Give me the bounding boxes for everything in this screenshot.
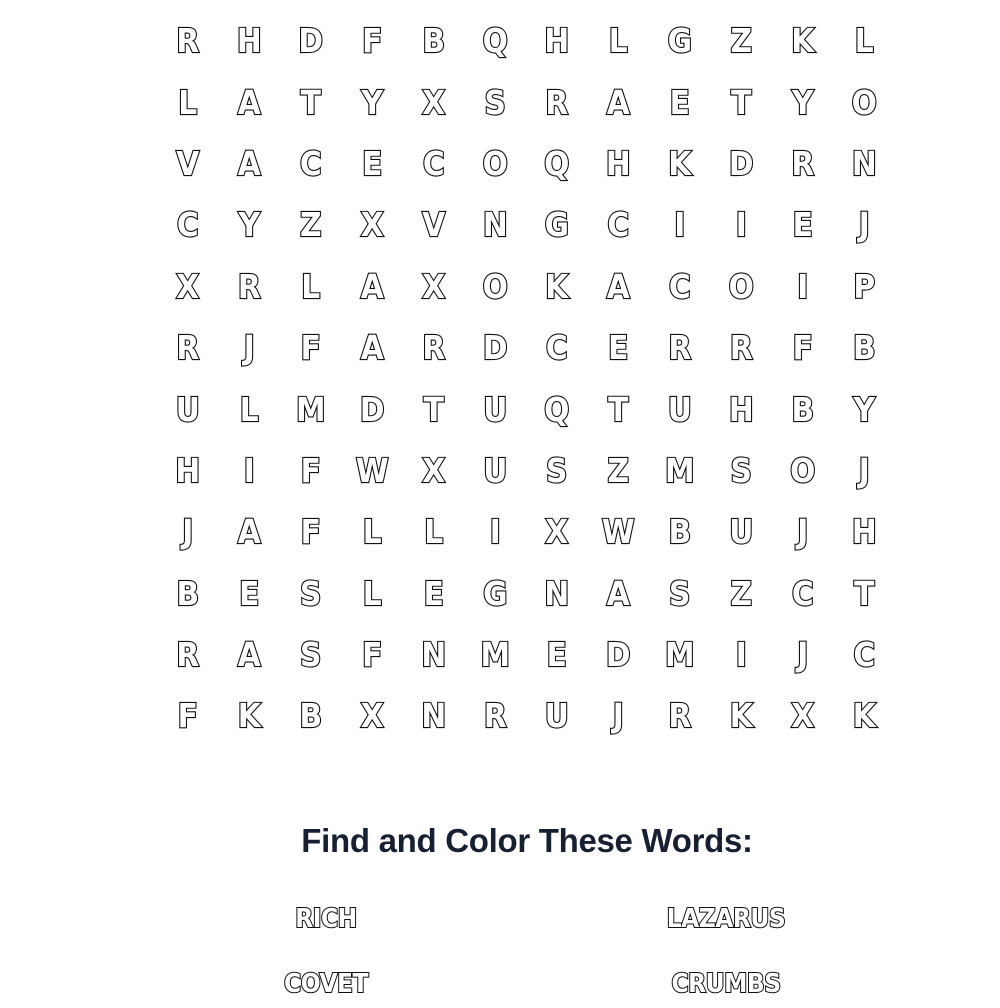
grid-cell[interactable]: T [731,82,752,122]
word-item: LAZARUS [666,904,786,934]
grid-cell[interactable]: X [360,205,384,245]
grid-cell[interactable]: I [674,205,686,245]
grid-cell[interactable]: R [176,21,200,61]
grid-cell[interactable]: N [544,573,570,613]
grid-cell[interactable]: K [237,696,261,736]
word-list [0,898,1000,1008]
grid-cell[interactable]: I [489,512,501,552]
grid-cell[interactable]: I [735,205,747,245]
grid-cell[interactable]: H [851,512,877,552]
grid-cell[interactable]: H [236,21,262,61]
grid-cell[interactable]: C [853,635,876,675]
grid-cell[interactable]: A [237,512,261,552]
grid-cell[interactable]: X [360,696,384,736]
grid-cell[interactable]: E [792,205,813,245]
grid-cell[interactable]: B [176,573,200,613]
grid-cell[interactable]: G [667,21,692,61]
grid-cell[interactable]: L [178,82,198,122]
grid-cell[interactable]: B [791,389,815,429]
grid-cell[interactable]: Y [361,82,383,122]
grid-cell[interactable]: S [546,450,568,490]
grid-cell[interactable]: S [484,82,506,122]
grid-cell[interactable]: J [182,512,194,552]
grid-cell[interactable]: H [175,450,201,490]
grid-cell[interactable]: B [668,512,692,552]
grid-cell[interactable]: X [422,266,446,306]
word-item: COVET [284,969,368,999]
grid-cell[interactable]: Y [238,205,260,245]
grid-cell[interactable]: L [362,573,382,613]
grid-cell[interactable]: R [545,82,569,122]
grid-cell[interactable]: E [546,635,567,675]
grid-cell[interactable]: S [300,573,322,613]
grid-cell[interactable]: O [790,450,816,490]
grid-cell[interactable]: A [237,82,261,122]
grid-cell[interactable]: U [175,389,200,429]
grid-cell[interactable]: M [295,389,326,429]
grid-cell[interactable]: Q [482,21,508,61]
grid-cell[interactable]: H [605,143,631,183]
grid-cell[interactable]: R [237,266,261,306]
grid-cell[interactable]: S [730,450,752,490]
grid-cell[interactable]: Q [544,143,570,183]
grid-cell[interactable]: J [858,205,870,245]
grid-cell[interactable]: H [728,389,754,429]
grid-cell[interactable]: D [482,328,508,368]
grid-cell[interactable]: C [607,205,630,245]
grid-cell[interactable]: Z [730,21,753,61]
grid-cell[interactable]: X [545,512,569,552]
grid-cell[interactable]: P [853,266,876,306]
grid-cell[interactable]: I [735,635,747,675]
grid-cell[interactable]: E [669,82,690,122]
grid-cell[interactable]: B [852,328,876,368]
grid-cell[interactable]: D [605,635,631,675]
grid-cell[interactable]: F [362,21,383,61]
grid-cell[interactable]: T [854,573,875,613]
grid-cell[interactable]: D [298,21,324,61]
grid-cell[interactable]: S [669,573,691,613]
grid-cell[interactable]: Y [792,82,814,122]
grid-cell[interactable]: W [355,450,389,490]
grid-cell[interactable]: A [360,328,384,368]
grid-cell[interactable]: Y [853,389,875,429]
grid-cell[interactable]: U [483,450,508,490]
grid-cell[interactable]: M [480,635,511,675]
grid-cell[interactable]: R [791,143,815,183]
grid-cell[interactable]: F [362,635,383,675]
word-item: CRUMBS [671,969,781,999]
grid-cell[interactable]: A [606,266,630,306]
word-list-heading: Find and Color These Words: [301,822,753,859]
grid-cell[interactable]: M [664,635,695,675]
grid-cell[interactable]: K [852,696,876,736]
grid-cell[interactable]: L [362,512,382,552]
grid-cell[interactable]: J [797,512,809,552]
grid-cell[interactable]: E [608,328,629,368]
grid-cell[interactable]: L [854,21,874,61]
grid-cell[interactable]: B [422,21,446,61]
grid-cell[interactable]: Z [299,205,322,245]
grid-cell[interactable]: W [601,512,635,552]
grid-cell[interactable]: X [176,266,200,306]
grid-cell[interactable]: A [237,143,261,183]
grid-cell[interactable]: I [243,450,255,490]
grid-cell[interactable]: J [243,328,255,368]
grid-cell[interactable]: J [612,696,624,736]
grid-cell[interactable]: G [483,573,508,613]
grid-cell[interactable]: J [858,450,870,490]
grid-cell[interactable]: C [422,143,445,183]
grid-cell[interactable]: G [544,205,569,245]
grid-cell[interactable]: R [729,328,753,368]
grid-cell[interactable]: D [728,143,754,183]
grid-cell[interactable]: N [482,205,508,245]
grid-cell[interactable]: X [422,82,446,122]
grid-cell[interactable]: C [176,205,199,245]
grid-cell[interactable]: R [176,635,200,675]
grid-cell[interactable]: F [300,450,321,490]
grid-cell[interactable]: U [667,389,692,429]
grid-cell[interactable]: T [300,82,321,122]
grid-cell[interactable]: U [544,696,569,736]
grid-cell[interactable]: E [362,143,383,183]
grid-cell[interactable]: O [851,82,877,122]
grid-cell[interactable]: L [424,512,444,552]
grid-cell[interactable]: X [791,696,815,736]
grid-cell[interactable]: E [423,573,444,613]
grid-cell[interactable]: A [360,266,384,306]
grid-cell[interactable]: O [482,143,508,183]
grid-cell[interactable]: V [422,205,446,245]
grid-cell[interactable]: K [791,21,815,61]
grid-cell[interactable]: T [608,389,629,429]
grid-cell[interactable]: A [606,82,630,122]
grid-cell[interactable]: K [729,696,753,736]
grid-cell[interactable]: Q [544,389,570,429]
grid-cell[interactable]: V [176,143,200,183]
grid-cell[interactable]: K [668,143,692,183]
grid-cell[interactable]: L [301,266,321,306]
grid-cell[interactable]: I [797,266,809,306]
grid-cell[interactable]: M [664,450,695,490]
grid-cell[interactable]: F [300,512,321,552]
grid-cell[interactable]: R [176,328,200,368]
grid-cell[interactable]: B [299,696,323,736]
word-search-grid [157,10,897,747]
grid-cell[interactable]: Z [730,573,753,613]
grid-cell[interactable]: L [239,389,259,429]
grid-cell[interactable]: U [729,512,754,552]
grid-cell[interactable]: E [239,573,260,613]
grid-cell[interactable]: R [668,696,692,736]
grid-cell[interactable]: K [545,266,569,306]
grid-cell[interactable]: N [851,143,877,183]
grid-cell[interactable]: X [422,450,446,490]
grid-cell[interactable]: L [608,21,628,61]
grid-cell[interactable]: A [606,573,630,613]
grid-cell[interactable]: N [421,635,447,675]
grid-cell[interactable]: H [544,21,570,61]
grid-cell[interactable]: A [237,635,261,675]
grid-cell[interactable]: N [421,696,447,736]
grid-cell[interactable]: C [668,266,691,306]
grid-cell[interactable]: O [482,266,508,306]
grid-cell[interactable]: T [423,389,444,429]
grid-cell[interactable]: F [177,696,198,736]
grid-cell[interactable]: D [359,389,385,429]
grid-cell[interactable]: C [545,328,568,368]
grid-cell[interactable]: S [300,635,322,675]
word-item: RICH [295,904,357,934]
grid-cell[interactable]: F [792,328,813,368]
grid-cell[interactable]: Z [607,450,630,490]
grid-cell[interactable]: U [483,389,508,429]
grid-cell[interactable]: F [300,328,321,368]
grid-cell[interactable]: R [422,328,446,368]
grid-cell[interactable]: R [483,696,507,736]
grid-cell[interactable]: C [299,143,322,183]
grid-cell[interactable]: C [791,573,814,613]
grid-cell[interactable]: O [728,266,754,306]
grid-cell[interactable]: R [668,328,692,368]
grid-cell[interactable]: J [797,635,809,675]
